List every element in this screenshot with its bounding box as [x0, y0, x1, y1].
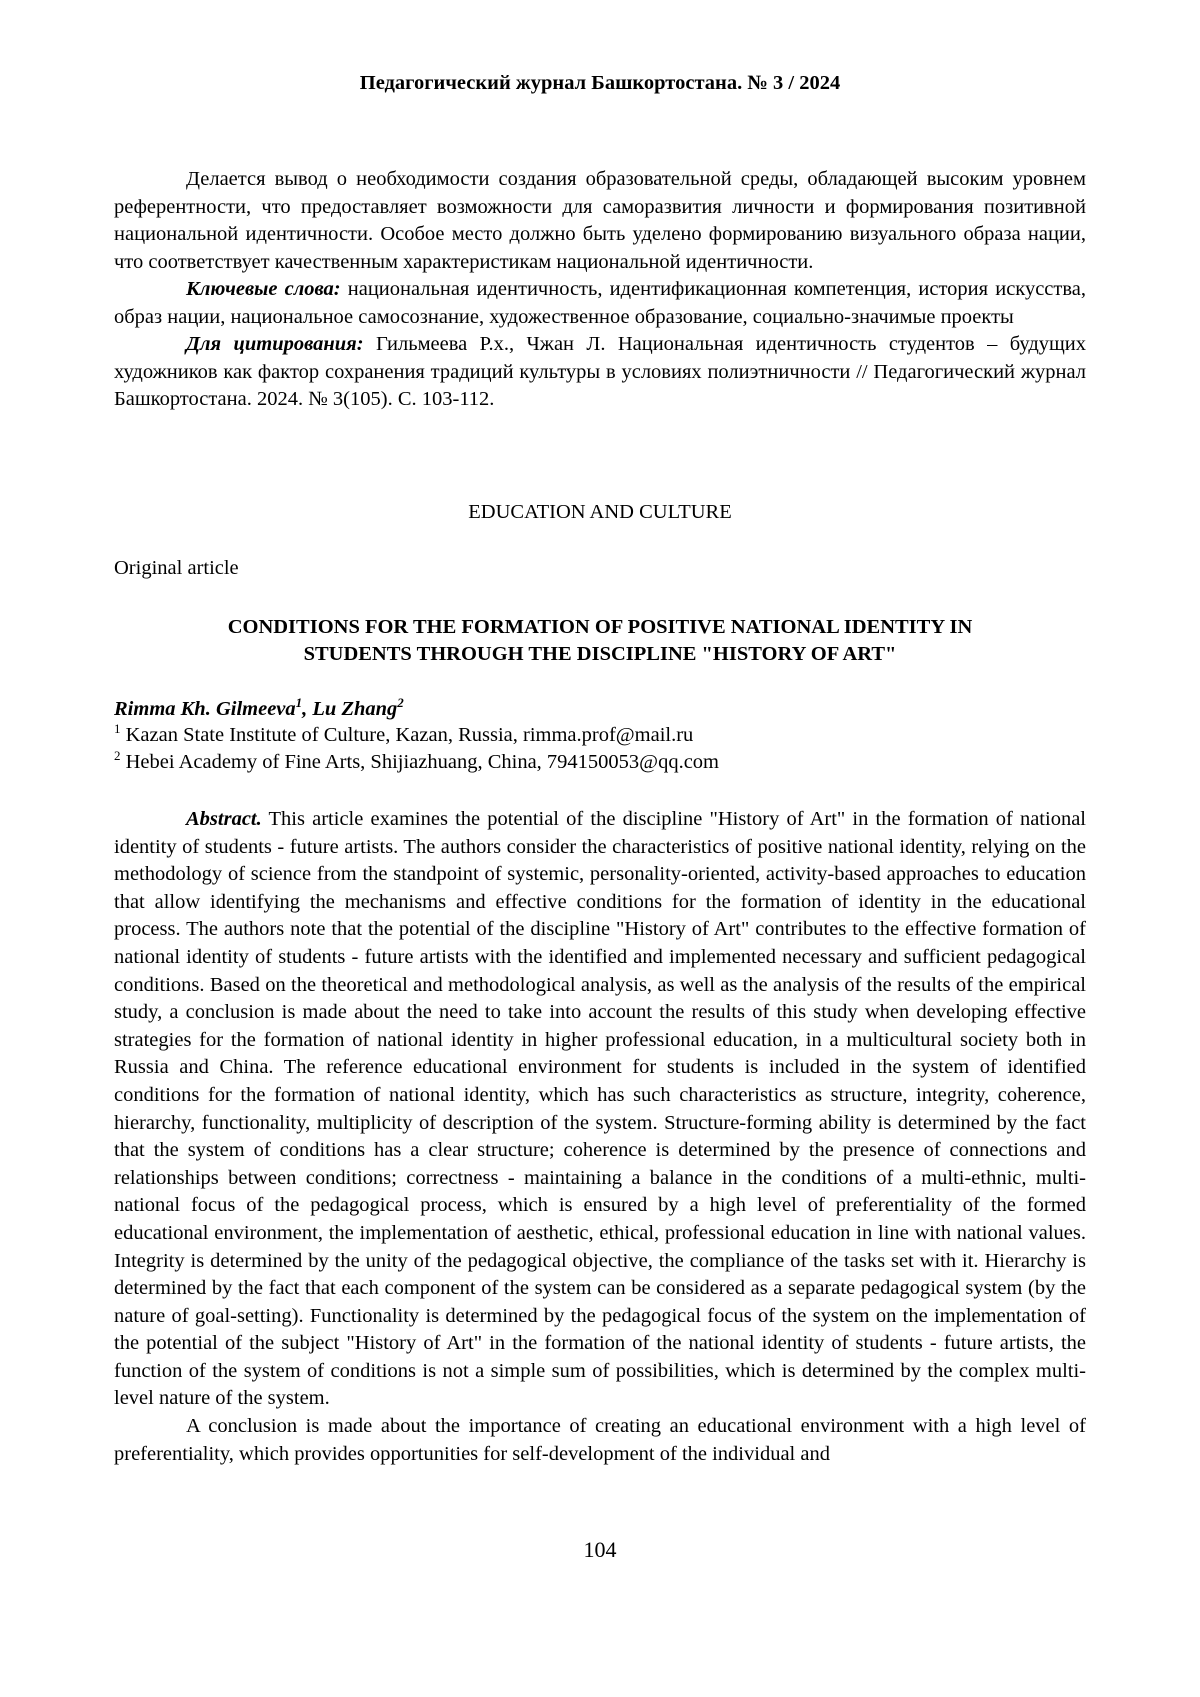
- author-1-sup: 1: [295, 695, 303, 711]
- affiliation-2-text: Hebei Academy of Fine Arts, Shijiazhuang, China, 794150053@qq.com: [120, 751, 719, 773]
- author-2: Lu Zhang: [312, 698, 398, 720]
- citation-text: Гильмеева Р.х., Чжан Л. Национальная идентичность студентов – будущих художников как фактор сохранения традиций культуры в условиях полиэтничности // Педагогический журнал Башкортостана. 2024. № 3(105). С. 103-112.: [114, 333, 1087, 410]
- russian-conclusion: Делается вывод о необходимости создания образовательной среды, обладающей высоким уровнем референтности, что предоставляет возможности для саморазвития личности и формирования позитивной национальной идентичности. Особое место должно быть уделено формированию визуального образа нации, что соответствует качественным характеристикам национальной идентичности.: [114, 168, 1086, 273]
- keywords-label: Ключевые слова:: [186, 278, 341, 300]
- author-2-sup: 2: [397, 695, 404, 711]
- page-number: 104: [583, 1537, 617, 1562]
- author-1: Rimma Kh. Gilmeeva: [114, 698, 296, 720]
- affiliation-1-text: Kazan State Institute of Culture, Kazan, Russia, rimma.prof@mail.ru: [120, 724, 694, 746]
- article-title-line-1: CONDITIONS FOR THE FORMATION OF POSITIVE NATIONAL IDENTITY IN: [227, 616, 973, 638]
- russian-keywords: [114, 276, 1086, 331]
- section-title: EDUCATION AND CULTURE: [468, 501, 732, 523]
- english-abstract: [114, 806, 1086, 1468]
- abstract-text: This article examines the potential of the discipline "History of Art" in the formation of national identity of students - future artists. The authors consider the characteristics of positive national identity, relying on the methodology of science from the standpoint of systemic, personality-oriented, activity-based approaches to education that allow identifying the mechanisms and effective conditions for the formation of identity in the educational process. The authors note that the potential of the discipline "History of Art" contributes to the effective formation of national identity of students - future artists with the identified and implemented necessary and sufficient pedagogical conditions. Based on the theoretical and methodological analysis, as well as the analysis of the results of the empirical study, a conclusion is made about the need to take into account the results of this study when developing effective strategies for the formation of national identity in higher professional education, in a multicultural society both in Russia and China. The reference educational environment for students is included in the system of identified conditions for the formation of national identity, which has such characteristics as structure, integrity, coherence, hierarchy, functionality, multiplicity of description of the system. Structure-forming ability is determined by the fact that the system of conditions has a clear structure; coherence is determined by the presence of connections and relationships between conditions; correctness - maintaining a balance in the conditions of a multi-ethnic, multi-national focus of the pedagogical process, which is ensured by a high level of preferentiality of the formed educational environment, the implementation of aesthetic, ethical, professional education in line with national values. Integrity is determined by the unity of the pedagogical objective, the compliance of the tasks set with it. Hierarchy is determined by the fact that each component of the system can be considered as a separate pedagogical system (by the nature of goal-setting). Functionality is determined by the pedagogical focus of the system on the implementation of the potential of the subject "History of Art" in the formation of the national identity of students - future artists, the function of the system of conditions is not a simple sum of possibilities, which is determined by the complex multi-level nature of the system.: [114, 808, 1086, 1410]
- running-header: Педагогический журнал Башкортостана. № 3 / 2024: [359, 72, 841, 94]
- article-type: Original article: [114, 557, 239, 579]
- abstract-paragraph: [114, 806, 1086, 1413]
- author-separator: ,: [302, 698, 313, 720]
- affiliation-1: [114, 721, 694, 747]
- affiliation-2-num: 2: [114, 748, 121, 764]
- affiliation-1-num: 1: [114, 721, 121, 737]
- article-title-line-2: STUDENTS THROUGH THE DISCIPLINE "HISTORY OF ART": [303, 643, 897, 665]
- authors-line: [114, 695, 404, 721]
- russian-abstract-block: [114, 166, 1086, 414]
- abstract-conclusion: A conclusion is made about the importance of creating an educational environment with a high level of preferentiality, which provides opportunities for self-development of the individual and: [114, 1415, 1086, 1465]
- abstract-label: Abstract.: [186, 808, 262, 830]
- affiliation-2: [114, 748, 719, 774]
- keywords-text: национальная идентичность, идентификационная компетенция, история искусства, образ нации, национальное самосознание, художественное образование, социально-значимые проекты: [114, 278, 1086, 328]
- russian-citation: [114, 331, 1086, 414]
- article-title: [114, 614, 1086, 668]
- citation-label: Для цитирования:: [186, 333, 364, 355]
